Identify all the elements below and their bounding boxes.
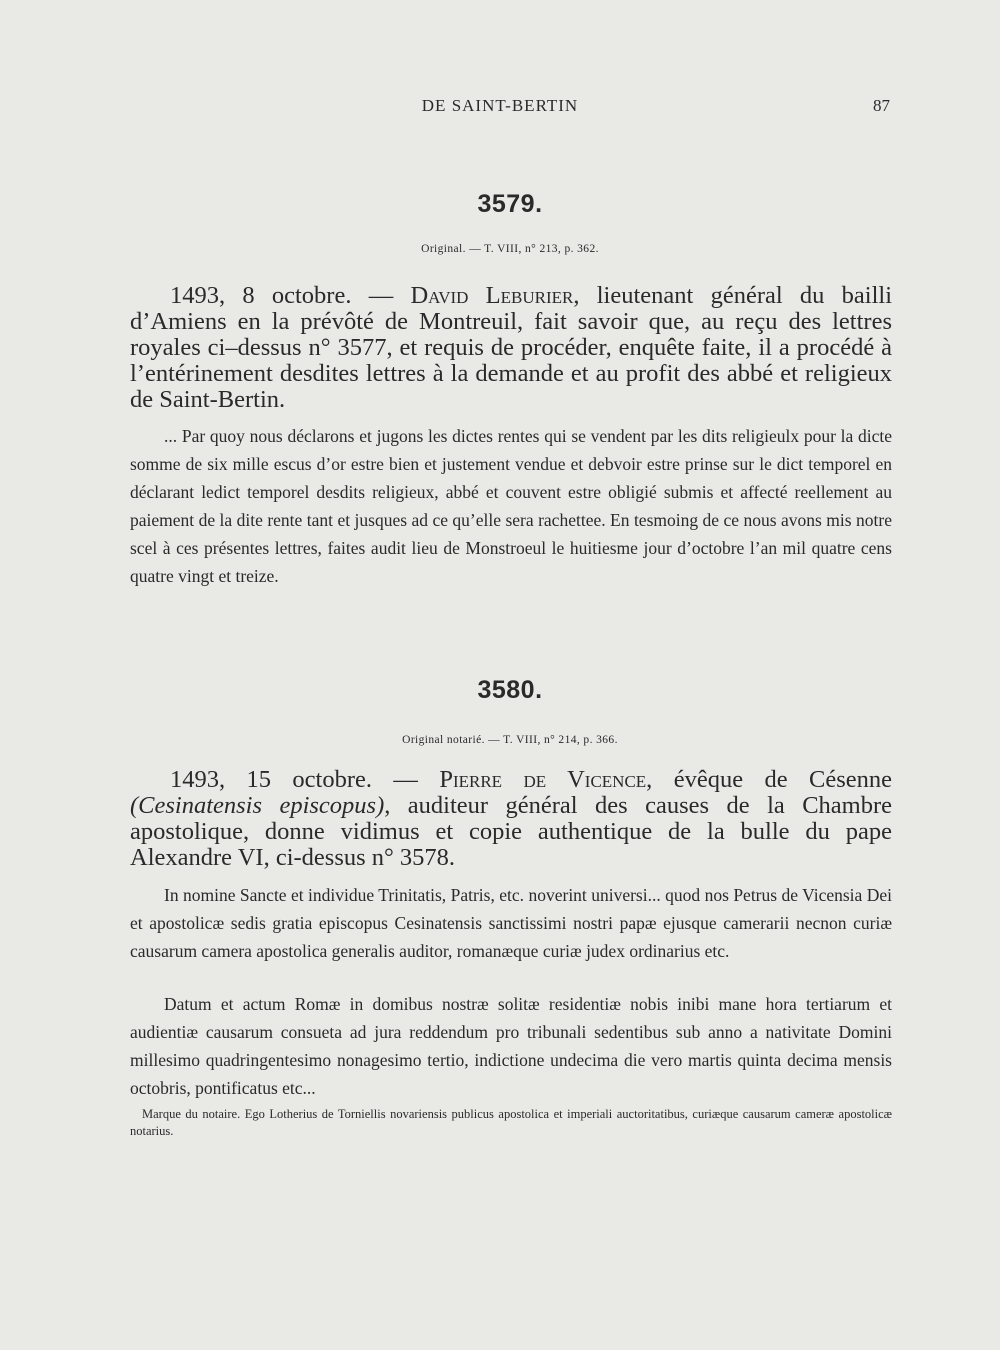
entry-number: 3579. (477, 190, 543, 218)
entry-source: Original. — T. VIII, n° 213, p. 362. (421, 243, 599, 255)
notary-mark: Marque du notaire. Ego Lotherius de Torniellis novariensis publicus apostolica et imperiali auctoritatibus, curiæque causarum cameræ apostolicæ notarius. (130, 1107, 892, 1138)
summary-name: Pierre de Vicence (439, 766, 647, 793)
entry-excerpt: ... Par quoy nous déclarons et jugons les dictes rentes qui se vendent par les dits religieulx pour la dicte somme de six mille escus d’or estre bien et justement vendue et debvoir estre prinse sur le dict temporel en déclarant ledict temporel desdits religieux, abbé et couvent estre obligié submis et affecté reellement au paiement de la dite rente tant et jusques ad ce qu’elle sera rachettee. En tesmoing de ce nous avons mis notre scel à ces présentes lettres, faites audit lieu de Monstroeul le huitiesme jour d’octobre l’an mil quatre cens quatre vingt et treize. (130, 426, 892, 586)
summary-date: 1493, 15 octobre. — (170, 766, 440, 793)
running-head (0, 96, 1000, 120)
entry-source: Original notarié. — T. VIII, n° 214, p. 366. (402, 734, 618, 746)
summary-latin: (Cesinatensis episcopus) (130, 792, 385, 819)
entry-excerpt: In nomine Sancte et individue Trinitatis, Patris, etc. noverint universi... quod nos Petrus de Vicensia Dei et apostolicæ sedis gratia episcopus Cesinatensis sanctissimi nostri papæ ejusque camerarii necnon curiæ causarum camera apostolica generalis auditor, romanæque curiæ judex ordinarius etc. (130, 885, 892, 961)
page-number: 87 (873, 96, 890, 115)
summary-text: , auditeur général des causes de la Chambre apostolique, donne vidimus et copie authentique de la bulle du pape Alexandre VI, ci-dessus n° 3578. (130, 792, 892, 871)
entry-summary (130, 283, 892, 413)
entry-excerpt: Datum et actum Romæ in domibus nostræ solitæ residentiæ nobis inibi mane hora tertiarum et audientiæ causarum consueta ad jura reddendum pro tribunali sedentibus sub anno a nativitate Domini millesimo quadringentesimo nonagesimo tertio, indictione undecima die vero martis quinta decima mensis octobris, pontificatus etc... (130, 994, 892, 1098)
running-title: DE SAINT-BERTIN (421, 96, 579, 115)
summary-text: , évêque de Césenne (646, 766, 893, 793)
summary-date: 1493, 8 octobre. — (170, 282, 411, 309)
entry-summary (130, 767, 892, 871)
summary-text: , lieutenant général du bailli d’Amiens en la prévôté de Montreuil, fait savoir que, au reçu des lettres royales ci–dessus n° 3577, et requis de procéder, enquête faite, il a procédé à l’entérinement desdites lettres à la demande et au profit des abbé et religieux de Saint-Bertin. (130, 282, 893, 413)
summary-name: David Leburier (410, 282, 574, 309)
entry-number: 3580. (477, 676, 543, 704)
